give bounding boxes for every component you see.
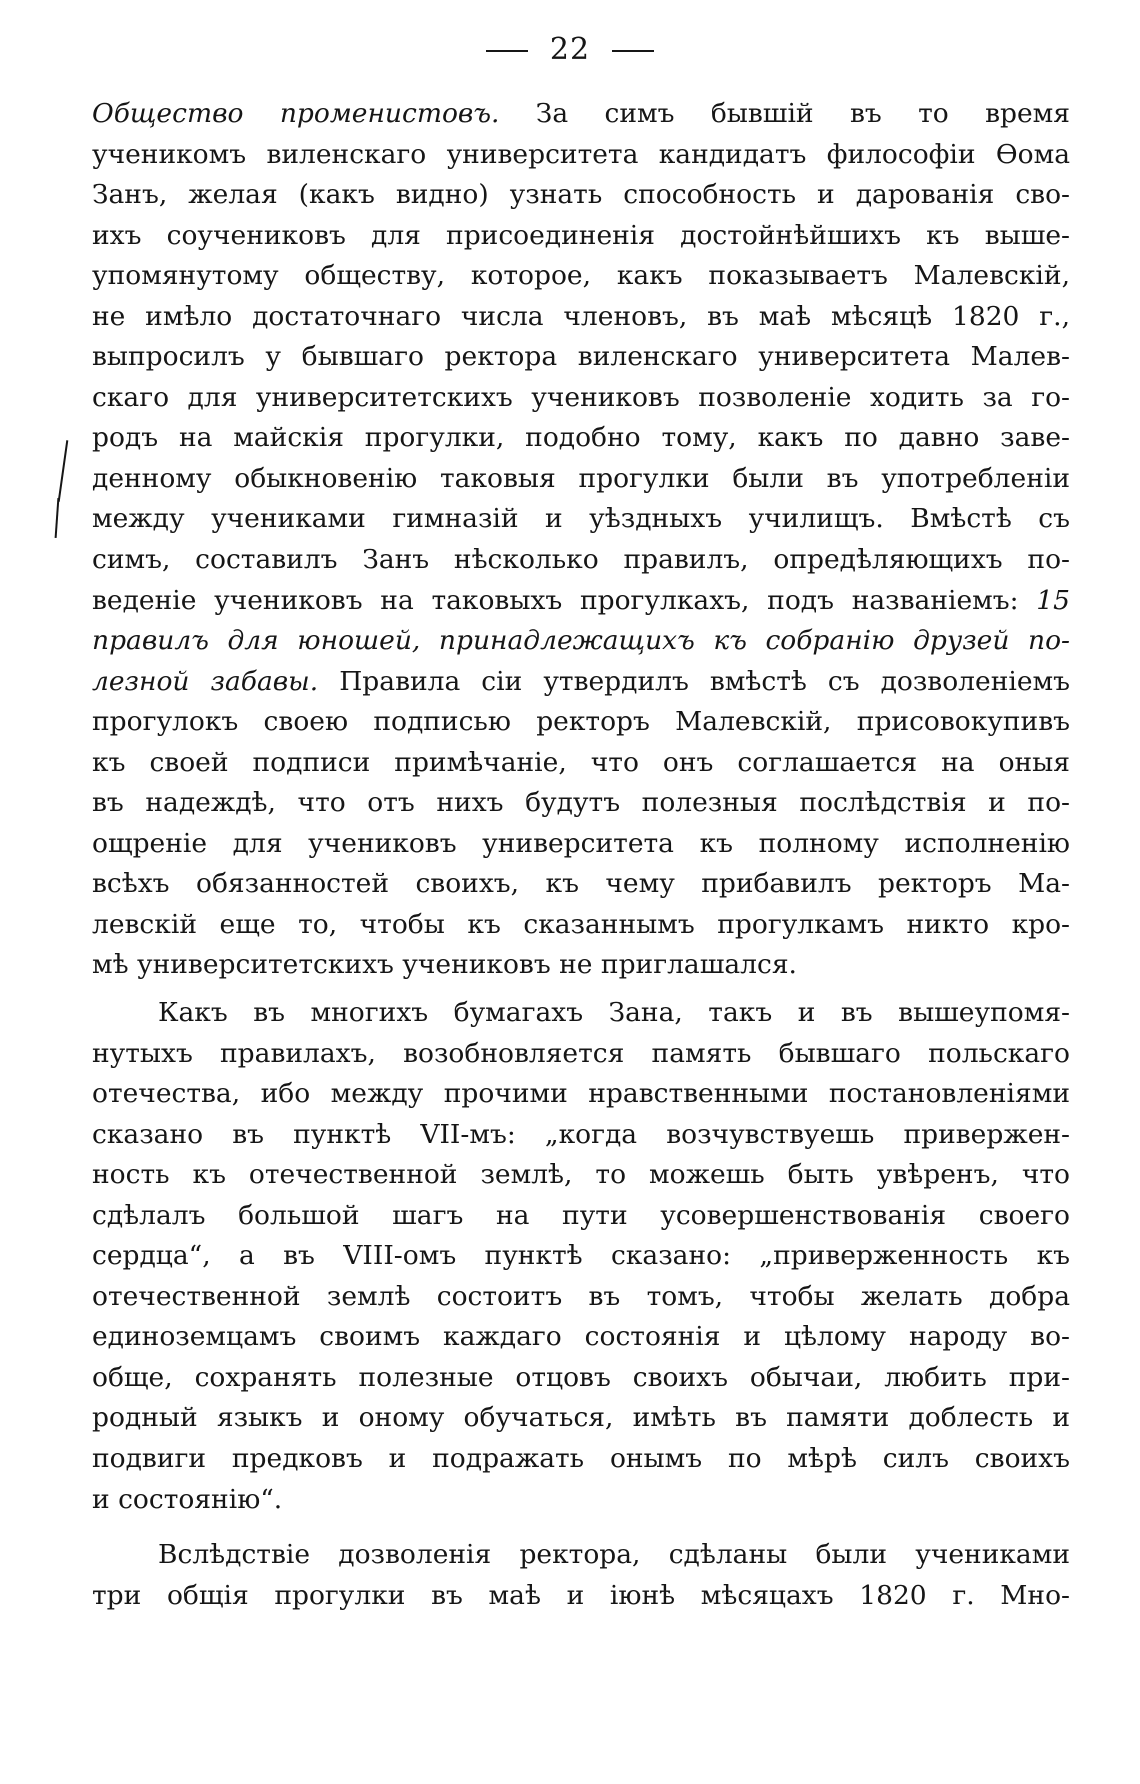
text-line [92, 1034, 1070, 1075]
line-text: отечества, ибо между прочими нравственными постановленіями [92, 1078, 1070, 1110]
line-text: Занъ, желая (какъ видно) узнать способность и дарованія сво- [92, 179, 1070, 211]
line-text: подвиги предковъ и подражать онымъ по мѣрѣ силъ своихъ [92, 1443, 1070, 1475]
paragraph-2 [92, 993, 1070, 1520]
text-line [92, 1358, 1070, 1399]
line-text: три общія прогулки въ маѣ и іюнѣ мѣсяцахъ 1820 г. Мно- [92, 1579, 1070, 1611]
text-line [92, 905, 1070, 946]
text-line [92, 783, 1070, 824]
line-text: не имѣло достаточнаго числа членовъ, въ маѣ мѣсяцѣ 1820 г., [92, 300, 1070, 332]
text-line [92, 1236, 1070, 1277]
text-line [92, 1317, 1070, 1358]
line-text: ихъ соучениковъ для присоединенія достойнѣйшихъ къ выше- [92, 219, 1070, 251]
line-text: и состоянію“. [92, 1483, 283, 1515]
text-line [92, 1439, 1070, 1480]
margin-pencil-mark [58, 440, 69, 502]
line-text: сказано въ пунктѣ VII-мъ: „когда возчувствуешь привержен- [92, 1118, 1070, 1150]
italic-text: Общество променистовъ. [92, 98, 500, 129]
line-text: скаго для университетскихъ учениковъ позволеніе ходить за го- [92, 381, 1070, 413]
line-text: За симъ бывшій въ то время [499, 98, 1070, 129]
text-line [92, 1074, 1070, 1115]
text-line [92, 175, 1070, 216]
page-number-value: 22 [549, 32, 591, 67]
italic-text: лезной забавы. [92, 665, 319, 697]
line-text: симъ, составилъ Занъ нѣсколько правилъ, опредѣляющихъ по- [92, 544, 1070, 576]
text-line [92, 743, 1070, 784]
italic-text: правилъ для юношей, принадлежащихъ къ собранію друзей по- [92, 625, 1070, 657]
text-line [92, 378, 1070, 419]
line-text: ощреніе для учениковъ университета къ полному исполненію [92, 827, 1070, 859]
line-text: левскій еще то, чтобы къ сказаннымъ прогулкамъ никто кро- [92, 908, 1070, 940]
line-text: сдѣлалъ большой шагъ на пути усовершенствованія своего [92, 1199, 1070, 1231]
line-text: Правила сіи утвердилъ вмѣстѣ съ дозволеніемъ [318, 665, 1070, 697]
line-text: къ своей подписи примѣчаніе, что онъ соглашается на оныя [92, 746, 1070, 778]
text-line [92, 702, 1070, 743]
line-text: ность къ отечественной землѣ, то можешь быть увѣренъ, что [92, 1159, 1070, 1191]
text-line [92, 1480, 1070, 1521]
text-line [92, 1398, 1070, 1439]
paragraph-1 [92, 94, 1070, 986]
text-line [92, 94, 1070, 135]
text-line [92, 824, 1070, 865]
line-text: мѣ университетскихъ учениковъ не приглашался. [92, 949, 797, 981]
text-line [92, 216, 1070, 257]
line-text: единоземцамъ своимъ каждаго состоянія и цѣлому народу во- [92, 1321, 1070, 1353]
line-text: упомянутому обществу, которое, какъ показываетъ Малевскій, [92, 260, 1070, 292]
text-line [92, 1155, 1070, 1196]
page-number-dash-right [612, 50, 654, 52]
text-line [92, 297, 1070, 338]
paragraph-3 [92, 1535, 1070, 1616]
line-text: обще, сохранять полезные отцовъ своихъ обычаи, любить при- [92, 1361, 1070, 1393]
italic-text: 15 [1036, 584, 1070, 616]
line-text: въ надеждѣ, что отъ нихъ будутъ полезныя послѣдствія и по- [92, 787, 1070, 819]
text-line [92, 337, 1070, 378]
text-line [92, 256, 1070, 297]
line-text: родный языкъ и оному обучаться, имѣть въ памяти доблесть и [92, 1402, 1070, 1434]
text-line [92, 662, 1070, 703]
text-line [92, 418, 1070, 459]
text-line [92, 1576, 1070, 1617]
text-line [92, 1196, 1070, 1237]
text-line [92, 135, 1070, 176]
margin-pencil-mark [55, 498, 60, 538]
text-line [92, 581, 1070, 622]
line-text: веденіе учениковъ на таковыхъ прогулкахъ, подъ названіемъ: [92, 584, 1037, 616]
text-line [92, 499, 1070, 540]
line-text: отечественной землѣ состоитъ въ томъ, чтобы желать добра [92, 1280, 1070, 1312]
text-line [92, 540, 1070, 581]
text-line [92, 1277, 1070, 1318]
text-line [92, 621, 1070, 662]
text-line [92, 945, 1070, 986]
line-text: между учениками гимназій и уѣздныхъ училищъ. Вмѣстѣ съ [92, 503, 1070, 535]
line-text: Какъ въ многихъ бумагахъ Зана, такъ и въ вышеупомя- [158, 997, 1070, 1028]
line-text: денному обыкновенію таковыя прогулки были въ употребленіи [92, 462, 1070, 494]
page-number [0, 32, 1140, 67]
line-text: сердца“, а въ VIII-омъ пунктѣ сказано: „приверженность къ [92, 1240, 1070, 1272]
line-text: выпросилъ у бывшаго ректора виленскаго университета Малев- [92, 341, 1070, 373]
text-line [92, 864, 1070, 905]
line-text: прогулокъ своею подписью ректоръ Малевскій, присовокупивъ [92, 706, 1070, 738]
text-line [92, 1115, 1070, 1156]
line-text: нутыхъ правилахъ, возобновляется память бывшаго польскаго [92, 1037, 1070, 1069]
line-text: ученикомъ виленскаго университета кандидатъ философіи Ѳома [92, 138, 1070, 170]
line-text: Вслѣдствіе дозволенія ректора, сдѣланы были учениками [158, 1539, 1070, 1570]
page-number-dash-left [486, 50, 528, 52]
line-text: родъ на майскія прогулки, подобно тому, какъ по давно заве- [92, 422, 1070, 454]
text-line [92, 459, 1070, 500]
text-line [92, 993, 1070, 1034]
line-text: всѣхъ обязанностей своихъ, къ чему прибавилъ ректоръ Ма- [92, 868, 1070, 900]
text-line [92, 1535, 1070, 1576]
